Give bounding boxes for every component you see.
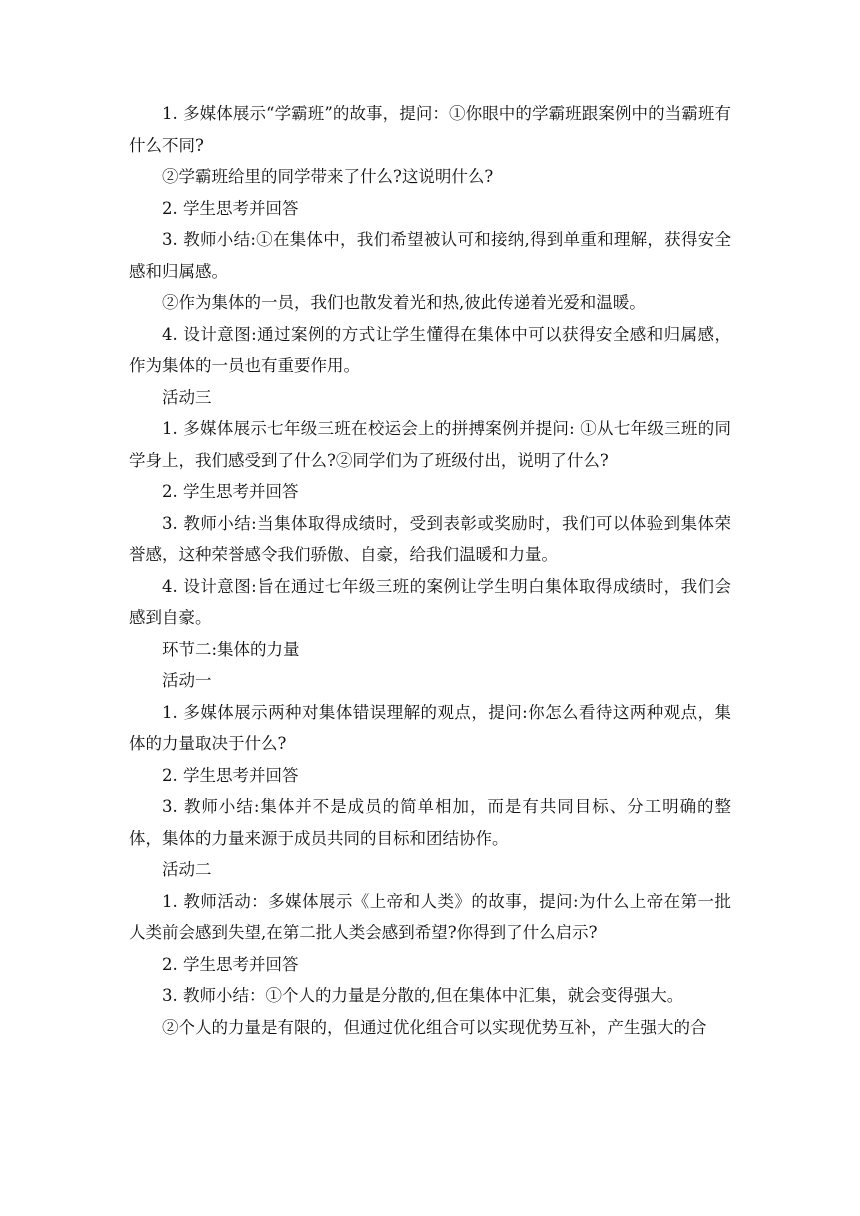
paragraph: 4. 设计意图:旨在通过七年级三班的案例让学生明白集体取得成绩时，我们会感到自豪。 (129, 576, 731, 627)
paragraph: ②学霸班给里的同学带来了什么?这说明什么? (162, 167, 494, 186)
paragraph: ②作为集体的一员，我们也散发着光和热,彼此传递着光爱和温暖。 (162, 293, 646, 312)
section-heading: 环节二:集体的力量 (162, 639, 300, 659)
section-heading: 活动二 (162, 860, 212, 879)
paragraph: ②个人的力量是有限的，但通过优化组合可以实现优势互补，产生强大的合 (162, 1017, 707, 1037)
paragraph: 1. 多媒体展示“学霸班”的故事，提问：①你眼中的学霸班跟案例中的当霸班有什么不同? (129, 104, 731, 155)
section-heading: 活动一 (162, 671, 212, 690)
paragraph: 2. 学生思考并回答 (162, 765, 299, 785)
paragraph: 1. 教师活动：多媒体展示《上帝和人类》的故事，提问:为什么上帝在第一批人类前会感到失望,在第二批人类会感到希望?你得到了什么启示? (129, 891, 731, 942)
paragraph: 2. 学生思考并回答 (162, 482, 299, 501)
document-body (129, 98, 731, 1043)
paragraph: 3. 教师小结:集体并不是成员的简单相加，而是有共同目标、分工明确的整体，集体的力量来源于成员共同的目标和团结协作。 (129, 797, 731, 848)
section-heading: 活动三 (162, 387, 212, 407)
paragraph: 1. 多媒体展示七年级三班在校运会上的拼搏案例并提问: ①从七年级三班的同学身上，我们感受到了什么?②同学们为了班级付出，说明了什么? (129, 419, 731, 470)
paragraph: 3. 教师小结：①个人的力量是分散的,但在集体中汇集，就会变得强大。 (162, 986, 684, 1005)
paragraph: 4. 设计意图:通过案例的方式让学生懂得在集体中可以获得安全感和归属感，作为集体的一员也有重要作用。 (129, 324, 731, 375)
paragraph: 3. 教师小结:①在集体中，我们希望被认可和接纳,得到单重和理解，获得安全感和归属感。 (129, 230, 731, 281)
paragraph: 3. 教师小结:当集体取得成绩时，受到表彰或奖励时，我们可以体验到集体荣誉感，这种荣誉感令我们骄傲、自豪，给我们温暖和力量。 (129, 513, 731, 564)
paragraph: 1. 多媒体展示两种对集体错误理解的观点，提问:你怎么看待这两种观点，集体的力量取决于什么? (129, 702, 731, 753)
paragraph: 2. 学生思考并回答 (162, 198, 299, 218)
paragraph: 2. 学生思考并回答 (162, 954, 299, 974)
